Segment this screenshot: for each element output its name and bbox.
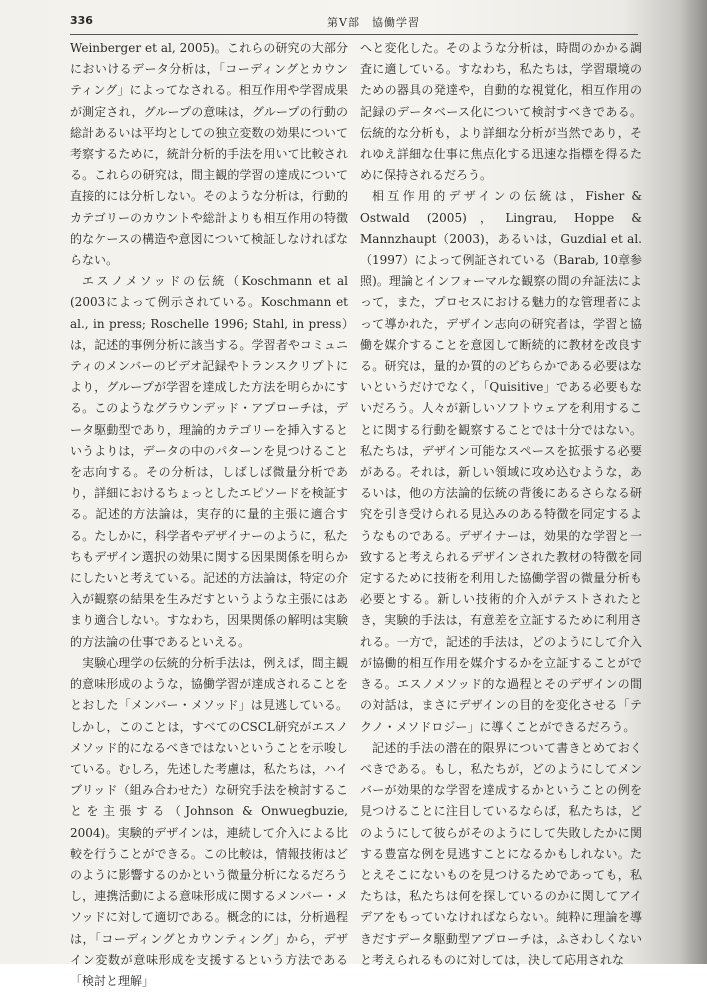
page-header — [70, 10, 638, 35]
left-column — [70, 38, 348, 988]
page-number: 336 — [70, 14, 93, 27]
paragraph: へと変化した。そのような分析は，時間のかかる調査に適している。すなわち，私たちは，学習環境のための器具の発達や，自動的な視覚化，相互作用の記録のデータベース化について検討すべきである。伝統的な分析も，より詳細な分析が当然であり，それゆえ詳細な仕事に焦点化する迅速な指標を得るために保持されるだろう。 — [360, 41, 642, 183]
paragraph: 記述的手法の潜在的限界について書きとめておくべきである。もし，私たちが，どのようにしてメンバーが効果的な学習を達成するかということの例を見つけることに注目しているならば，私たちは，どのようにして彼らがそのようにして失敗したかに関する豊富な例を見逃すことになるかもしれない。たとえそこにないものを見つけるためであっても，私たちは，私たちは何を探しているのかに関してアイデアをもっていなければならない。純粋に理論を導きだすデータ駆動型アプローチは，ふさわしくないと考えられるものに対しては，決して応用されな — [360, 740, 642, 967]
paragraph: エスノメソッドの伝統（Koschmann et al (2003によって例示されている。Koschmann et al., in press; Roschelle 1996; Stahl, in press）は，記述的事例分析に該当する。学習者やコミュニティのメンバーのビデオ記録やトランスクリプトにより，グループが学習を達成した方法を明らかにする。このようなグラウンデッド・アプローチは，データ駆動型であり，理論的カテゴリーを挿入するというよりは，データの中のパターンを見つけることを志向する。その分析は，しばしば微量分析であり，詳細におけるちょっとしたエピソードを検証する。記述的方法論は，実存的に量的主張に適合する。たしかに，科学者やデザイナーのように，私たちもデザイン選択の効果に関する因果関係を明らかにしたいと考えている。記述的方法論は，特定の介入が観察の結果を生みだすというような主張にはあまり適合しない。すなわち，因果関係の解明は実験的方法論の仕事であるといえる。 — [70, 274, 348, 649]
paragraph: 実験心理学の伝統的分析手法は，例えば，間主観的意味形成のような，協働学習が達成されることをとおした「メンバー・メソッド」は見逃している。しかし，このことは，すべてのCSCL研究がエスノメソッド的になるべきではないということを示唆している。むしろ，先述した考慮は，私たちは，ハイブリッド（組み合わせた）な研究手法を検討することを主張する（Johnson & Onwuegbuzie, 2004)。実験的デザインは，連続して介入による比較を行うことができる。この比較は，情報技術はどのように影響するのかという微量分析になるだろうし，連携活動による意味形成に関するメンバー・メソッドに対して適切である。概念的には，分析過程は，「コーディングとカウンティング」から，デザイン変数が意味形成を支援するという方法である「検討と理解」 — [70, 655, 348, 988]
paragraph: Weinberger et al, 2005)。これらの研究の大部分においけるデータ分析は，「コーディングとカウンティング」によってなされる。相互作用や学習成果が測定され，グループの意味は，グループの行動の総計あるいは平均としての独立変数の効果について考察するために，統計分析的手法を用いて比較される。これらの研究は，間主観的学習の達成について直接的には分析しない。そのような分析は，行動的カテゴリーのカウントや総計よりも相互作用の特徴的なケースの構造や意図について検証しなければならない。 — [70, 41, 348, 268]
right-column — [360, 38, 643, 967]
paragraph: 相互作用的デザインの伝統は，Fisher & Ostwald (2005)，Lingrau, Hoppe & Mannzhaupt（2003)，あるいは，Guzdial et al.（1997）によって例証されている（Barab, 10章参照)。理論とインフォーマルな観察の間の弁証法によって，また，プロセスにおける魅力的な管理者によって導かれた，デザイン志向の研究者は，学習と協働を媒介することを意図して断続的に教材を改良する。研究は，量的か質的のどちらかである必要はないというだけでなく，「Quisitive」である必要もないだろう。人々が新しいソフトウェアを利用することに関する行動を観察することでは十分ではない。私たちは，デザイン可能なスペースを拡張する必要がある。それは，新しい領域に攻め込むような，あるいは，他の方法論的伝統の背後にあるさらなる研究を引き受けられる見込みのある特徴を同定するようなものである。デザイナーは，効果的な学習と一致すると考えられるデザインされた教材の特徴を同定するために技術を利用した協働学習の微量分析も必要とする。新しい技術的介入がテストされたとき，実験的手法は，有意差を立証するために利用される。一方で，記述的手法は，どのようにして介入が協働的相互作用を媒介するかを立証することができる。エスノメソッド的な過程とそのデザインの間の対話は，まさにデザインの目的を変化させる「テクノ・メソドロジー」に導くことができるだろう。 — [360, 189, 643, 734]
running-head: 第Ⅴ部 協働学習 — [327, 16, 420, 29]
